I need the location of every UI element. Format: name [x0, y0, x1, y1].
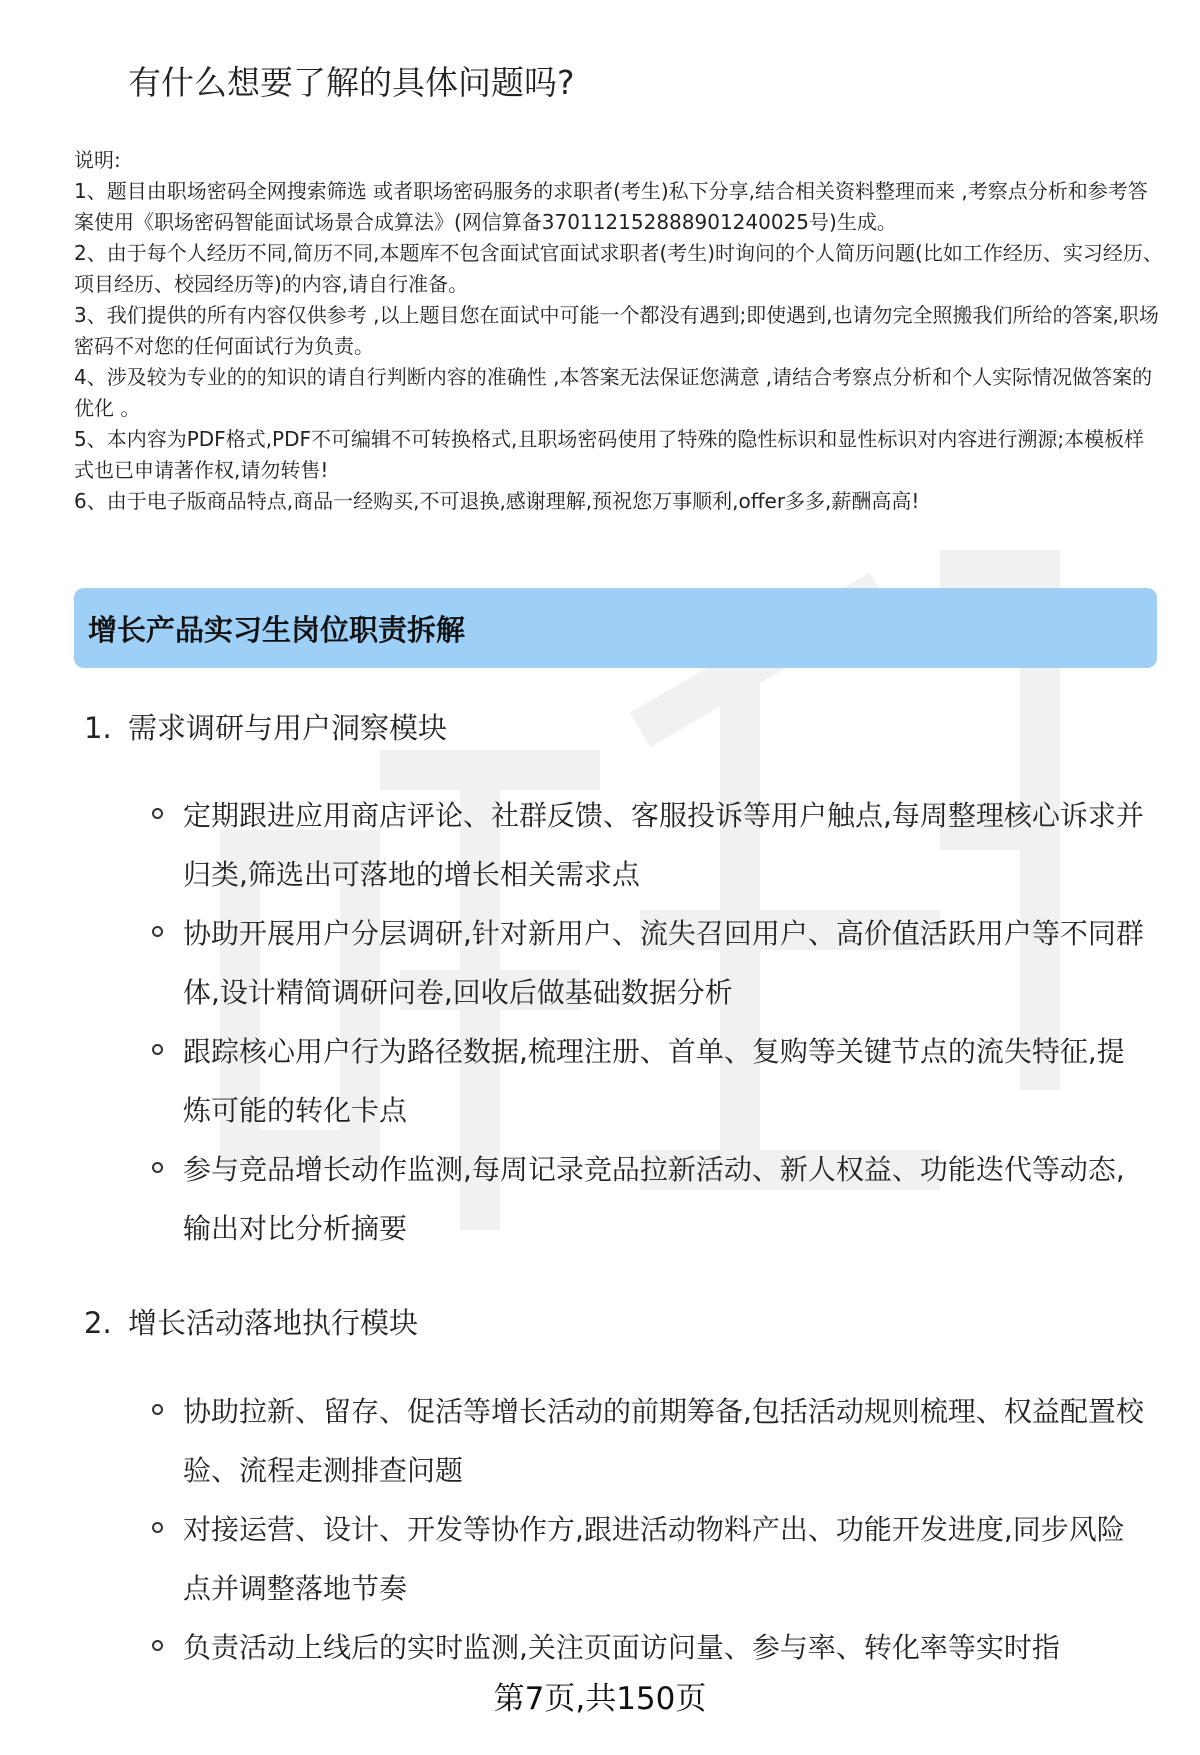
- note-item: 3、我们提供的所有内容仅供参考 ,以上题目您在面试中可能一个都没有遇到;即使遇到,也请勿完全照搬我们所给的答案,职场密码不对您的任何面试行为负责。: [74, 303, 1159, 358]
- circle-bullet-icon: [152, 1522, 163, 1533]
- bullet-list: [150, 1382, 1150, 1677]
- module-title-text: 增长活动落地执行模块: [128, 1306, 419, 1340]
- note-item: 1、题目由职场密码全网搜索筛选 或者职场密码服务的求职者(考生)私下分享,结合相关资料整理而来 ,考察点分析和参考答案使用《职场密码智能面试场景合成算法》(网信算备370112152888901240025号)生成。: [74, 179, 1148, 234]
- module-title: [84, 1303, 418, 1343]
- module-title-text: 需求调研与用户洞察模块: [128, 711, 448, 745]
- list-item: 定期跟进应用商店评论、社群反馈、客服投诉等用户触点,每周整理核心诉求并归类,筛选出可落地的增长相关需求点: [150, 786, 1150, 904]
- note-item: 2、由于每个人经历不同,简历不同,本题库不包含面试官面试求职者(考生)时询问的个人简历问题(比如工作经历、实习经历、项目经历、校园经历等)的内容,请自行准备。: [74, 241, 1163, 296]
- list-item: 对接运营、设计、开发等协作方,跟进活动物料产出、功能开发进度,同步风险点并调整落地节奏: [150, 1500, 1150, 1618]
- list-item: 参与竞品增长动作监测,每周记录竞品拉新活动、新人权益、功能迭代等动态,输出对比分析摘要: [150, 1140, 1150, 1258]
- list-item: 负责活动上线后的实时监测,关注页面访问量、参与率、转化率等实时指: [150, 1618, 1150, 1677]
- notes-block: [74, 145, 1164, 517]
- circle-bullet-icon: [152, 1162, 163, 1173]
- bullet-list: [150, 786, 1150, 1258]
- note-item: 4、涉及较为专业的的知识的请自行判断内容的准确性 ,本答案无法保证您满意 ,请结合考察点分析和个人实际情况做答案的优化 。: [74, 365, 1153, 420]
- list-item: 跟踪核心用户行为路径数据,梳理注册、首单、复购等关键节点的流失特征,提炼可能的转化卡点: [150, 1022, 1150, 1140]
- note-item: 6、由于电子版商品特点,商品一经购买,不可退换,感谢理解,预祝您万事顺利,offer多多,薪酬高高!: [74, 489, 920, 513]
- note-item: 5、本内容为PDF格式,PDF不可编辑不可转换格式,且职场密码使用了特殊的隐性标识和显性标识对内容进行溯源;本模板样式也已申请著作权,请勿转售!: [74, 427, 1145, 482]
- page-footer: 第7页,共150页: [493, 1681, 707, 1717]
- circle-bullet-icon: [152, 1404, 163, 1415]
- question-heading: 有什么想要了解的具体问题吗?: [128, 63, 575, 102]
- notes-heading: 说明:: [74, 148, 121, 172]
- circle-bullet-icon: [152, 808, 163, 819]
- module-title: [84, 708, 447, 748]
- circle-bullet-icon: [152, 926, 163, 937]
- module-number: 1.: [84, 711, 112, 745]
- circle-bullet-icon: [152, 1044, 163, 1055]
- circle-bullet-icon: [152, 1640, 163, 1651]
- section-header: [74, 588, 1157, 668]
- section-title: 增长产品实习生岗位职责拆解: [88, 612, 466, 647]
- list-item: 协助开展用户分层调研,针对新用户、流失召回用户、高价值活跃用户等不同群体,设计精简调研问卷,回收后做基础数据分析: [150, 904, 1150, 1022]
- list-item: 协助拉新、留存、促活等增长活动的前期筹备,包括活动规则梳理、权益配置校验、流程走测排查问题: [150, 1382, 1150, 1500]
- module-number: 2.: [84, 1306, 112, 1340]
